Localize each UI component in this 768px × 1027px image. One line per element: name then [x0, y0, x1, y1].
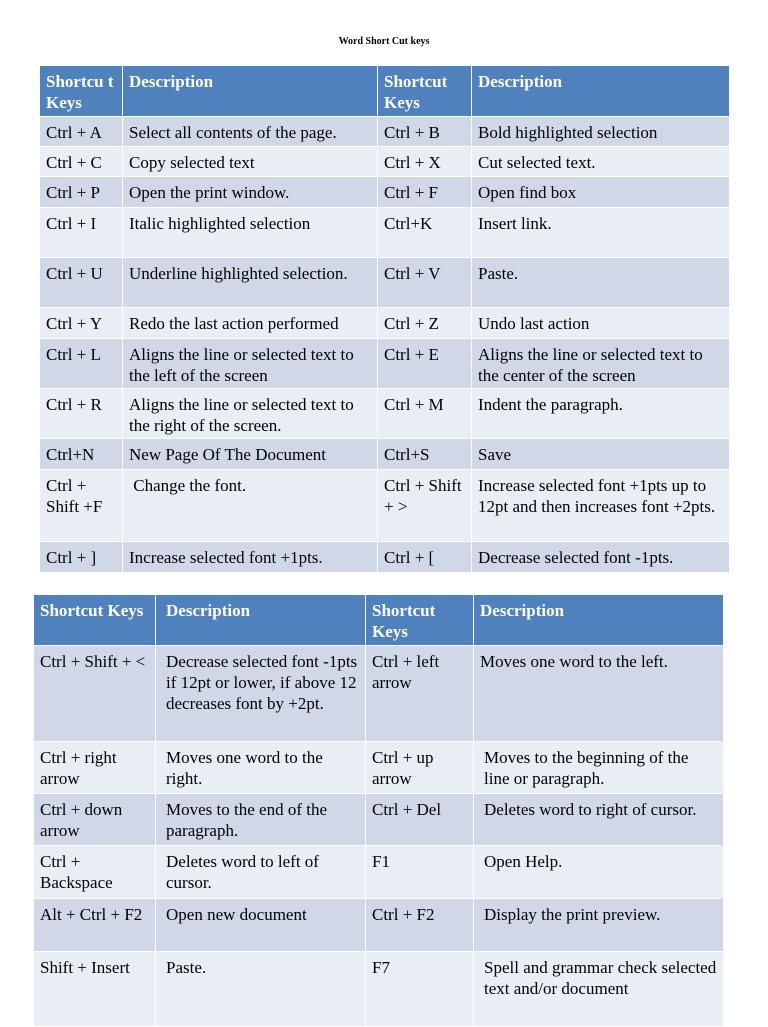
header-description: Description: [156, 595, 366, 645]
description-cell: Cut selected text.: [472, 146, 730, 176]
shortcut-cell: Ctrl+N: [40, 438, 123, 469]
shortcut-cell: Ctrl + up arrow: [366, 741, 474, 793]
shortcut-cell: Ctrl + Shift +F: [40, 469, 123, 541]
shortcut-cell: Ctrl+K: [378, 207, 472, 257]
description-cell: Moves to the end of the paragraph.: [156, 793, 366, 845]
table-row: [40, 338, 730, 388]
shortcut-cell: Ctrl + [: [378, 541, 472, 572]
header-shortcut-keys: Shortcu t Keys: [40, 66, 123, 116]
description-cell: Select all contents of the page.: [123, 116, 378, 146]
shortcut-cell: Ctrl + M: [378, 388, 472, 438]
shortcut-table-2: [33, 595, 724, 1027]
shortcut-cell: Ctrl + Backspace: [34, 845, 156, 898]
shortcut-table-1: [39, 66, 730, 573]
description-cell: Aligns the line or selected text to the left of the screen: [123, 338, 378, 388]
shortcut-cell: Ctrl + Y: [40, 307, 123, 338]
header-description: Description: [474, 595, 724, 645]
table-row: [34, 741, 724, 793]
table-row: [40, 541, 730, 572]
shortcut-cell: Ctrl + down arrow: [34, 793, 156, 845]
description-cell: Bold highlighted selection: [472, 116, 730, 146]
shortcut-cell: Ctrl + right arrow: [34, 741, 156, 793]
table-row: [40, 469, 730, 541]
description-cell: Open the print window.: [123, 176, 378, 207]
description-cell: Deletes word to left of cursor.: [156, 845, 366, 898]
description-cell: Decrease selected font -1pts if 12pt or lower, if above 12 decreases font by +2pt.: [156, 645, 366, 741]
description-cell: New Page Of The Document: [123, 438, 378, 469]
shortcut-cell: Ctrl + C: [40, 146, 123, 176]
table-row: [40, 116, 730, 146]
shortcut-cell: Ctrl + Shift + >: [378, 469, 472, 541]
shortcut-cell: Ctrl + F: [378, 176, 472, 207]
description-cell: Redo the last action performed: [123, 307, 378, 338]
shortcut-cell: Ctrl + A: [40, 116, 123, 146]
description-cell: Undo last action: [472, 307, 730, 338]
table-header-row: [34, 595, 724, 645]
shortcut-cell: Ctrl + V: [378, 257, 472, 307]
description-cell: Decrease selected font -1pts.: [472, 541, 730, 572]
shortcut-cell: Ctrl + L: [40, 338, 123, 388]
header-description: Description: [123, 66, 378, 116]
description-cell: Aligns the line or selected text to the center of the screen: [472, 338, 730, 388]
shortcut-cell: F7: [366, 951, 474, 1026]
description-cell: Insert link.: [472, 207, 730, 257]
description-cell: Open new document: [156, 898, 366, 951]
description-cell: Paste.: [156, 951, 366, 1026]
description-cell: Display the print preview.: [474, 898, 724, 951]
description-cell: Increase selected font +1pts up to 12pt and then increases font +2pts.: [472, 469, 730, 541]
description-cell: Moves one word to the right.: [156, 741, 366, 793]
shortcut-cell: Ctrl + I: [40, 207, 123, 257]
description-cell: Increase selected font +1pts.: [123, 541, 378, 572]
table-row: [34, 645, 724, 741]
header-description: Description: [472, 66, 730, 116]
document-title: Word Short Cut keys: [338, 36, 430, 47]
description-cell: Aligns the line or selected text to the right of the screen.: [123, 388, 378, 438]
header-shortcut-keys: Shortcut Keys: [378, 66, 472, 116]
table-row: [40, 146, 730, 176]
shortcut-cell: Ctrl + Z: [378, 307, 472, 338]
shortcut-cell: F1: [366, 845, 474, 898]
table-row: [40, 176, 730, 207]
table-row: [40, 257, 730, 307]
description-cell: Save: [472, 438, 730, 469]
table-row: [34, 845, 724, 898]
shortcut-cell: Ctrl + E: [378, 338, 472, 388]
table-row: [40, 438, 730, 469]
shortcut-cell: Ctrl+S: [378, 438, 472, 469]
description-cell: Open Help.: [474, 845, 724, 898]
table-row: [34, 793, 724, 845]
table-row: [34, 951, 724, 1026]
header-shortcut-keys: Shortcut Keys: [366, 595, 474, 645]
description-cell: Italic highlighted selection: [123, 207, 378, 257]
description-cell: Moves to the beginning of the line or paragraph.: [474, 741, 724, 793]
table-row: [40, 207, 730, 257]
shortcut-cell: Ctrl + P: [40, 176, 123, 207]
shortcut-cell: Alt + Ctrl + F2: [34, 898, 156, 951]
table-row: [34, 898, 724, 951]
shortcut-cell: Ctrl + B: [378, 116, 472, 146]
description-cell: Open find box: [472, 176, 730, 207]
shortcut-cell: Ctrl + U: [40, 257, 123, 307]
shortcut-cell: Ctrl + ]: [40, 541, 123, 572]
description-cell: Change the font.: [123, 469, 378, 541]
description-cell: Spell and grammar check selected text and/or document: [474, 951, 724, 1026]
description-cell: Underline highlighted selection.: [123, 257, 378, 307]
shortcut-cell: Ctrl + R: [40, 388, 123, 438]
description-cell: Moves one word to the left.: [474, 645, 724, 741]
table-row: [40, 388, 730, 438]
table-header-row: [40, 66, 730, 116]
table-row: [40, 307, 730, 338]
shortcut-cell: Ctrl + X: [378, 146, 472, 176]
shortcut-cell: Shift + Insert: [34, 951, 156, 1026]
description-cell: Copy selected text: [123, 146, 378, 176]
shortcut-cell: Ctrl + left arrow: [366, 645, 474, 741]
header-shortcut-keys: Shortcut Keys: [34, 595, 156, 645]
description-cell: Deletes word to right of cursor.: [474, 793, 724, 845]
shortcut-cell: Ctrl + Del: [366, 793, 474, 845]
description-cell: Paste.: [472, 257, 730, 307]
description-cell: Indent the paragraph.: [472, 388, 730, 438]
shortcut-cell: Ctrl + Shift + <: [34, 645, 156, 741]
shortcut-cell: Ctrl + F2: [366, 898, 474, 951]
